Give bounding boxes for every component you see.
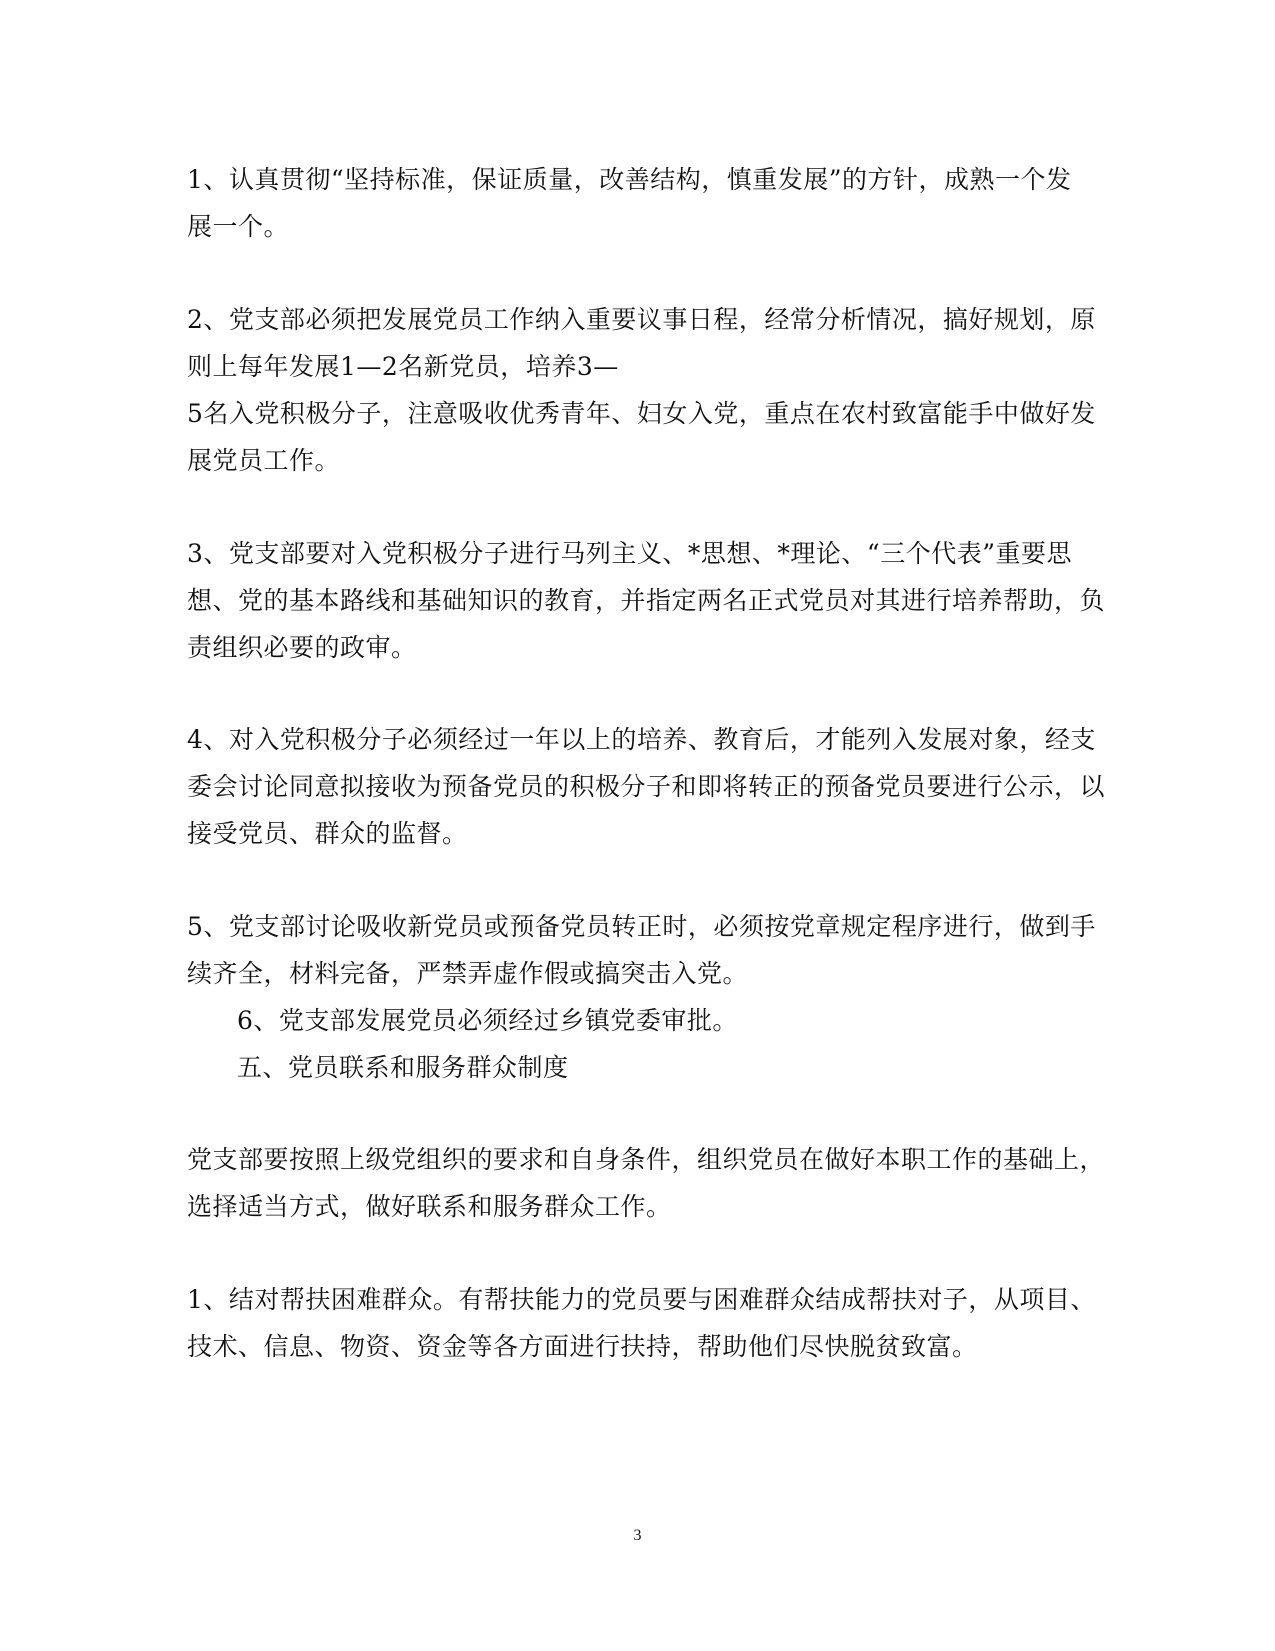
paragraph-2-line-1: 2、党支部必须把发展党员工作纳入重要议事日程，经常分析情况，搞好规划，原 bbox=[187, 305, 1096, 334]
paragraph-2-line-4: 展党员工作。 bbox=[187, 446, 341, 475]
paragraph-5-line-1: 5、党支部讨论吸收新党员或预备党员转正时，必须按党章规定程序进行，做到手 bbox=[187, 912, 1096, 941]
paragraph-3-line-3: 责组织必要的政审。 bbox=[187, 633, 417, 662]
paragraph-5-line-2: 续齐全，材料完备，严禁弄虚作假或搞突击入党。 bbox=[187, 959, 749, 988]
paragraph-3-line-1: 3、党支部要对入党积极分子进行马列主义、*思想、*理论、“三个代表”重要思 bbox=[187, 539, 1072, 568]
paragraph-1-line-2: 展一个。 bbox=[187, 212, 290, 241]
intro-paragraph-line-2: 选择适当方式，做好联系和服务群众工作。 bbox=[187, 1192, 672, 1221]
paragraph-2-line-3: 5名入党积极分子，注意吸收优秀青年、妇女入党，重点在农村致富能手中做好发 bbox=[187, 399, 1096, 428]
section-item-1-line-2: 技术、信息、物资、资金等各方面进行扶持，帮助他们尽快脱贫致富。 bbox=[187, 1332, 978, 1361]
paragraph-6-line-1: 6、党支部发展党员必须经过乡镇党委审批。 bbox=[237, 1006, 738, 1035]
page-number: 3 bbox=[633, 1527, 642, 1544]
paragraph-2-line-2: 则上每年发展1—2名新党员，培养3— bbox=[187, 352, 619, 381]
section-item-1-line-1: 1、结对帮扶困难群众。有帮扶能力的党员要与困难群众结成帮扶对子，从项目、 bbox=[187, 1285, 1096, 1314]
section-heading: 五、党员联系和服务群众制度 bbox=[237, 1053, 569, 1082]
paragraph-4-line-3: 接受党员、群众的监督。 bbox=[187, 819, 468, 848]
paragraph-4-line-1: 4、对入党积极分子必须经过一年以上的培养、教育后，才能列入发展对象，经支 bbox=[187, 725, 1096, 754]
paragraph-3-line-2: 想、党的基本路线和基础知识的教育，并指定两名正式党员对其进行培养帮助，负 bbox=[187, 586, 1106, 615]
intro-paragraph-line-1: 党支部要按照上级党组织的要求和自身条件，组织党员在做好本职工作的基础上， bbox=[187, 1145, 1106, 1174]
paragraph-4-line-2: 委会讨论同意拟接收为预备党员的积极分子和即将转正的预备党员要进行公示，以 bbox=[187, 772, 1106, 801]
paragraph-1-line-1: 1、认真贯彻“坚持标准，保证质量，改善结构，慎重发展”的方针，成熟一个发 bbox=[187, 165, 1072, 194]
